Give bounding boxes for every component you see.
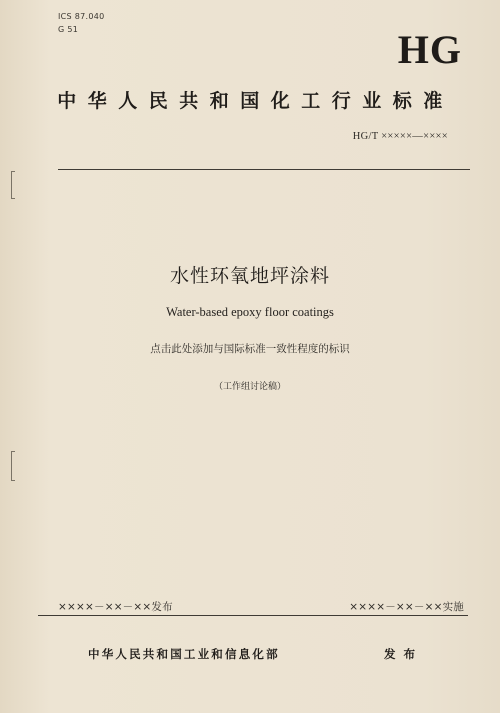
standard-category-title: 中华人民共和国化工行业标准 (57, 90, 454, 112)
footer-divider (38, 615, 468, 616)
classification-codes (58, 10, 105, 36)
issuing-authority: 中华人民共和国工业和信息化部 (88, 647, 280, 661)
header-divider (58, 169, 470, 170)
ics-code: ICS 87.040 (58, 12, 105, 21)
document-title-english: Water-based epoxy floor coatings (166, 305, 334, 319)
binding-mark-top (11, 171, 15, 199)
issue-date: ××××－××－××发布 (58, 601, 173, 613)
publish-label: 发布 (384, 647, 423, 661)
hg-logo: HG (397, 27, 462, 72)
binding-mark-bottom (11, 451, 15, 481)
ccs-code: G 51 (58, 25, 79, 34)
draft-stage-label: （工作组讨论稿） (213, 382, 286, 392)
standard-number: HG/T ×××××—×××× (352, 131, 448, 142)
implementation-date: ××××－××－××实施 (349, 601, 464, 613)
consistency-note: 点击此处添加与国际标准一致性程度的标识 (150, 343, 350, 355)
document-title-chinese: 水性环氧地坪涂料 (169, 265, 330, 287)
